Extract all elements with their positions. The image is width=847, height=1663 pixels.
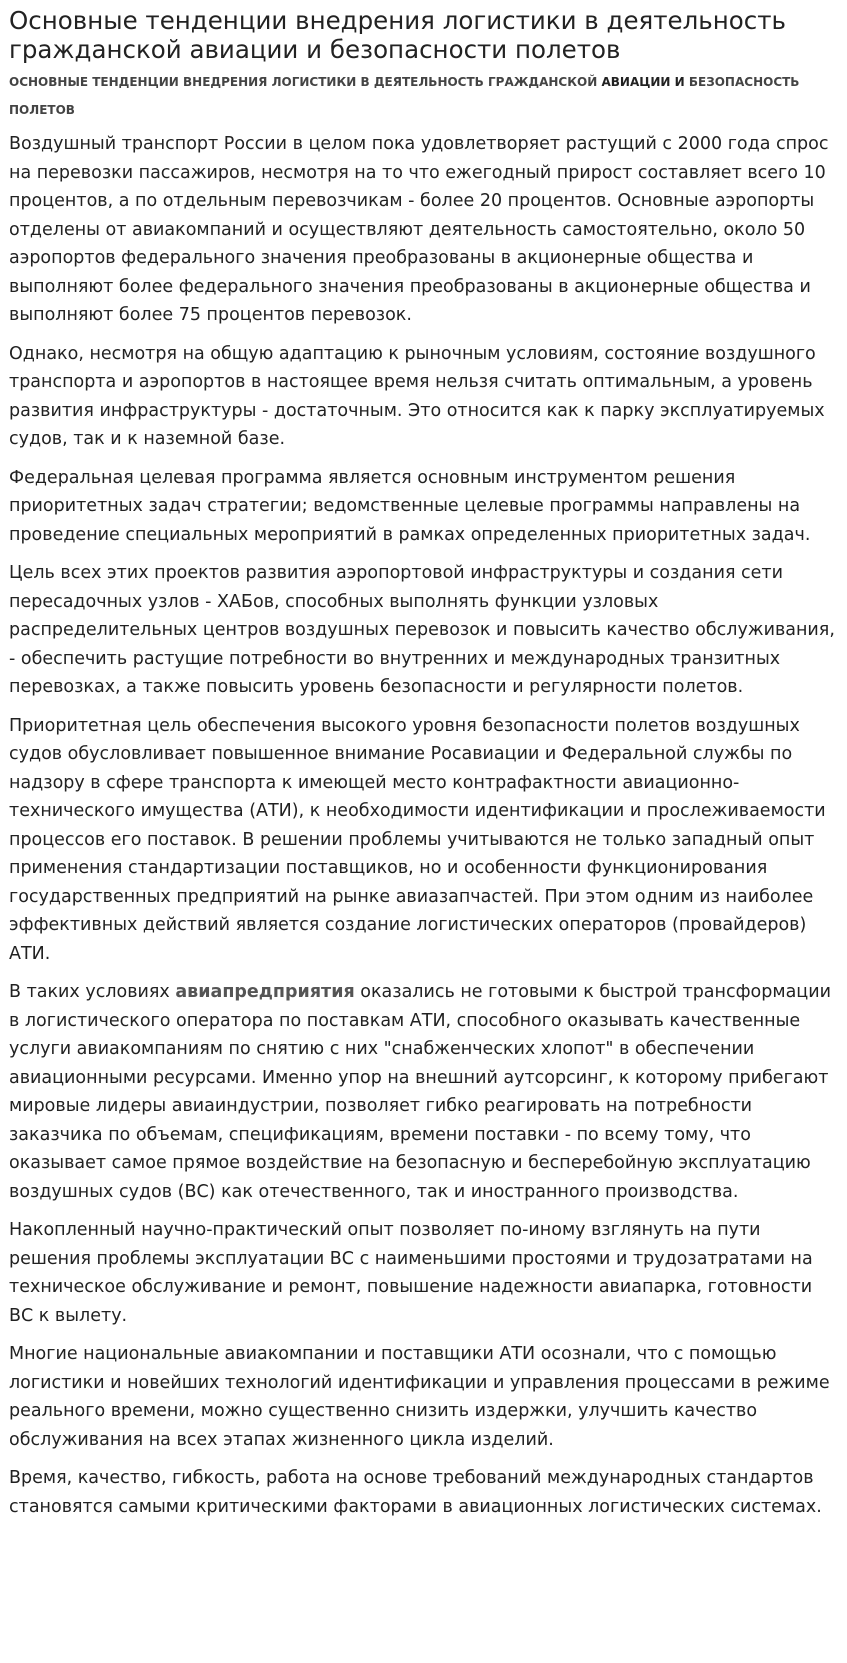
page-title: Основные тенденции внедрения логистики в деятельность гражданской авиации и безопасности полетов [9, 6, 786, 64]
paragraph-7: Накопленный научно-практический опыт позволяет по-иному взглянуть на пути решения проблемы эксплуатации ВС с наименьшими простоями и трудозатратами на техническое обслуживание и ремонт, повышение надежности авиапарка, готовности ВС к вылету. [9, 1220, 813, 1326]
subtitle-part-3: БЕЗОПАСНОСТЬ ПОЛЕТОВ [9, 75, 800, 117]
article-subtitle [9, 68, 838, 124]
aviation-enterprises-link[interactable]: авиапредприятия [175, 982, 355, 1002]
paragraph-2: Однако, несмотря на общую адаптацию к рыночным условиям, состояние воздушного транспорта и аэропортов в настоящее время нельзя считать оптимальным, а уровень развития инфраструктуры - достаточным. Это относится как к парку эксплуатируемых судов, так и к наземной базе. [9, 343, 825, 449]
paragraph-6 [9, 978, 838, 1206]
paragraph-8: Многие национальные авиакомпании и поставщики АТИ осознали, что с помощью логистики и новейших технологий идентификации и управления процессами в режиме реального времени, можно существенно снизить издержки, улучшить качество обслуживания на всех этапах жизненного цикла изделий. [9, 1344, 830, 1450]
paragraph-6-start: В таких условиях [9, 982, 176, 1002]
paragraph-5: Приоритетная цель обеспечения высокого уровня безопасности полетов воздушных судов обусловливает повышенное внимание Росавиации и Федеральной службы по надзору в сфере транспорта к имеющей место контрафактности авиационно-технического имущества (АТИ), к необходимости идентификации и прослеживаемости процессов его поставок. В решении проблемы учитываются не только западный опыт применения стандартизации поставщиков, но и особенности функционирования государственных предприятий на рынке авиазапчастей. При этом одним из наиболее эффективных действий является создание логистических операторов (провайдеров) АТИ. [9, 715, 826, 964]
paragraph-6-end: оказались не готовыми к быстрой трансформации в логистического оператора по поставкам АТИ, способного оказывать качественные услуги авиакомпаниям по снятию с них "снабженческих хлопот" в обеспечении авиационными ресурсами. Именно упор на внешний аутсорсинг, к которому прибегают мировые лидеры авиаиндустрии, позволяет гибко реагировать на потребности заказчика по объемам, спецификациям, времени поставки - по всему тому, что оказывает самое прямое воздействие на безопасную и бесперебойную эксплуатацию воздушных судов (ВС) как отечественного, так и иностранного производства. [9, 982, 831, 1202]
paragraph-3: Федеральная целевая программа является основным инструментом решения приоритетных задач стратегии; ведомственные целевые программы направлены на проведение специальных мероприятий в рамках определенных приоритетных задач. [9, 467, 811, 545]
paragraph-4: Цель всех этих проектов развития аэропортовой инфраструктуры и создания сети пересадочных узлов - ХАБов, способных выполнять функции узловых распределительных центров воздушных перевозок и повысить качество обслуживания, - обеспечить растущие потребности во внутренних и международных транзитных перевозках, а также повысить уровень безопасности и регулярности полетов. [9, 563, 835, 697]
subtitle-part-2: АВИАЦИИ И [601, 75, 685, 89]
paragraph-1: Воздушный транспорт России в целом пока удовлетворяет растущий с 2000 года спрос на перевозки пассажиров, несмотря на то что ежегодный прирост составляет всего 10 процентов, а по отдельным перевозчикам - более 20 процентов. Основные аэропорты отделены от авиакомпаний и осуществляют деятельность самостоятельно, около 50 аэропортов федерального значения преобразованы в акционерные общества и выполняют более федерального значения преобразованы в акционерные общества и выполняют более 75 процентов перевозок. [9, 134, 829, 325]
subtitle-part-1: ОСНОВНЫЕ ТЕНДЕНЦИИ ВНЕДРЕНИЯ ЛОГИСТИКИ В ДЕЯТЕЛЬНОСТЬ ГРАЖДАНСКОЙ [9, 75, 602, 89]
paragraph-9: Время, качество, гибкость, работа на основе требований международных стандартов становятся самыми критическими факторами в авиационных логистических системах. [9, 1468, 822, 1517]
